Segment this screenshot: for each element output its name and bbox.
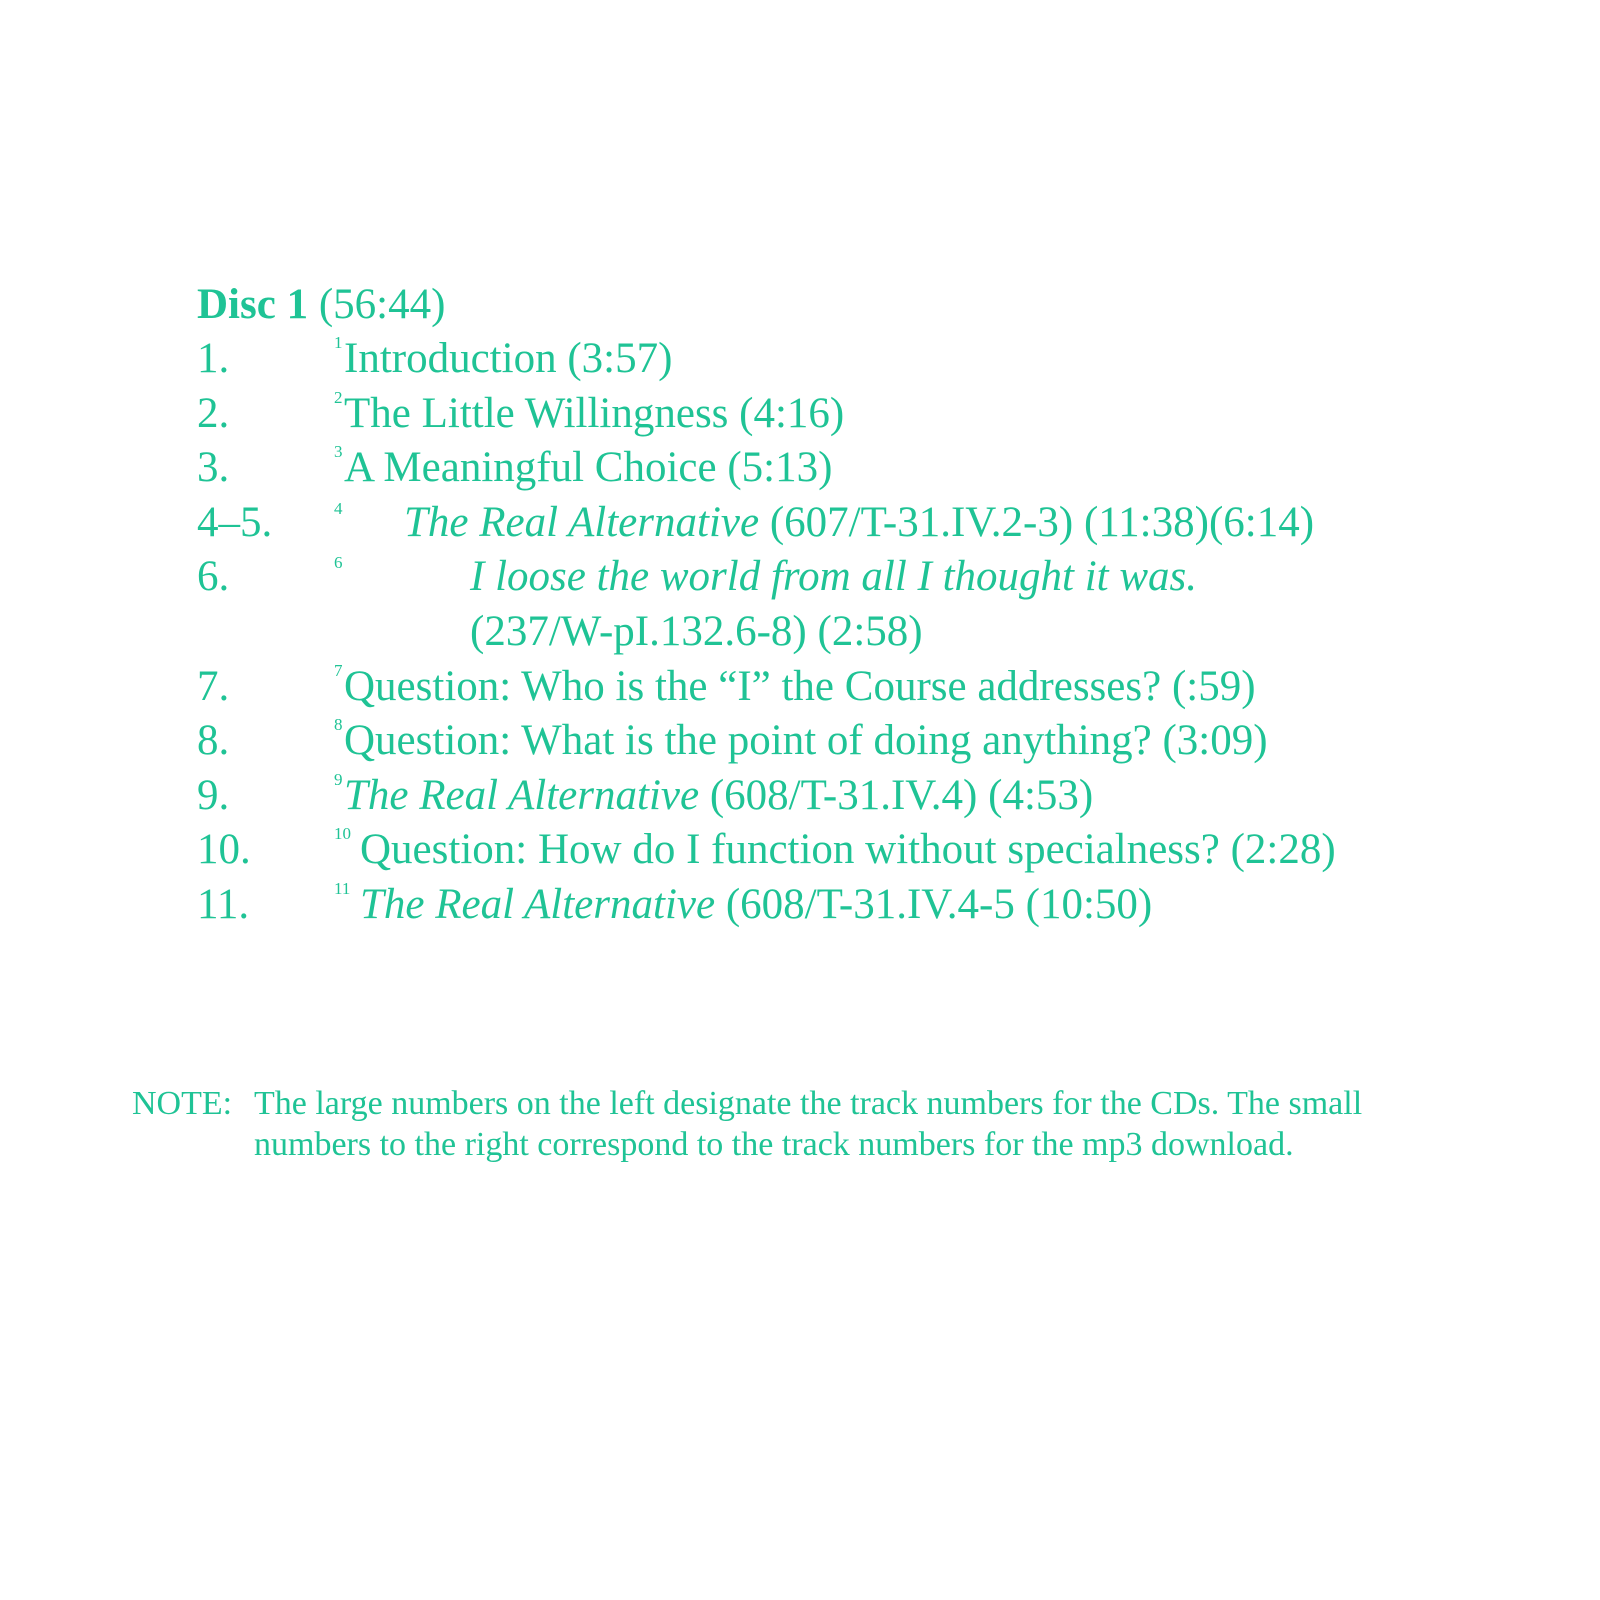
track-title-part: Question: Who is the “I” the Course addresses? (:59) bbox=[344, 662, 1256, 710]
mp3-track-number: 8 bbox=[334, 715, 343, 735]
mp3-track-number: 1 bbox=[334, 333, 343, 352]
cd-track-number: 4–5. bbox=[197, 498, 273, 546]
track-title bbox=[344, 332, 672, 387]
track-title-second-line: (237/W-pI.132.6-8) (2:58) bbox=[470, 607, 923, 655]
track-title-part: Question: What is the point of doing anything? (3:09) bbox=[344, 717, 1268, 765]
track-title-italic: The Real Alternative bbox=[360, 880, 716, 928]
track-title-italic: The Real Alternative bbox=[344, 771, 700, 819]
cd-track-number: 2. bbox=[197, 389, 230, 437]
track-title-part: (608/T-31.IV.4-5 (10:50) bbox=[715, 880, 1153, 928]
track-title-italic: The Real Alternative bbox=[404, 498, 760, 546]
cd-track-number: 3. bbox=[197, 444, 230, 492]
track-row bbox=[197, 441, 1577, 496]
track-title-part: A Meaningful Choice (5:13) bbox=[344, 444, 833, 492]
cd-track-number: 8. bbox=[197, 717, 230, 765]
track-title bbox=[404, 496, 1314, 551]
mp3-track-number: 6 bbox=[334, 553, 343, 573]
cd-track-number: 6. bbox=[197, 553, 230, 601]
track-row bbox=[197, 714, 1577, 769]
track-row bbox=[197, 878, 1577, 933]
mp3-track-number: 4 bbox=[334, 498, 343, 518]
track-row bbox=[197, 769, 1577, 824]
track-title-part: Introduction (3:57) bbox=[344, 335, 673, 382]
disc-header bbox=[197, 278, 1577, 332]
mp3-track-number: 11 bbox=[334, 878, 351, 898]
track-row bbox=[197, 660, 1577, 715]
mp3-track-number: 7 bbox=[334, 660, 343, 680]
track-title bbox=[360, 878, 1152, 933]
mp3-track-number: 10 bbox=[334, 824, 351, 844]
track-row bbox=[197, 496, 1577, 551]
track-row bbox=[197, 332, 1577, 387]
track-title-part: (607/T-31.IV.2-3) (11:38)(6:14) bbox=[759, 498, 1315, 546]
cd-track-number: 9. bbox=[197, 771, 230, 819]
track-list bbox=[197, 278, 1577, 933]
note-label: NOTE: bbox=[132, 1085, 233, 1122]
track-row bbox=[197, 550, 1577, 659]
mp3-track-number: 9 bbox=[334, 769, 343, 789]
track-title bbox=[344, 441, 832, 496]
track-title bbox=[344, 714, 1268, 769]
track-title-part: Question: How do I function without specialness? (2:28) bbox=[360, 826, 1336, 874]
track-title-italic: I loose the world from all I thought it was. bbox=[470, 553, 1198, 601]
cd-track-number: 11. bbox=[197, 880, 250, 928]
note-text bbox=[254, 1083, 1494, 1165]
note-line-1: The large numbers on the left designate the track numbers for the CDs. The small bbox=[254, 1085, 1363, 1122]
disc-duration: (56:44) bbox=[318, 281, 446, 328]
track-title bbox=[360, 823, 1336, 878]
track-row bbox=[197, 823, 1577, 878]
track-row bbox=[197, 387, 1577, 442]
mp3-track-number: 3 bbox=[334, 442, 343, 462]
mp3-track-number: 2 bbox=[334, 387, 343, 407]
track-title bbox=[344, 387, 844, 442]
disc-label: Disc 1 bbox=[197, 281, 309, 328]
cd-track-number: 7. bbox=[197, 662, 230, 710]
track-title bbox=[344, 769, 1093, 824]
note-line-2: numbers to the right correspond to the track numbers for the mp3 download. bbox=[254, 1126, 1294, 1163]
track-title bbox=[344, 660, 1256, 715]
track-title-part: The Little Willingness (4:16) bbox=[344, 389, 845, 437]
track-title-part: (608/T-31.IV.4) (4:53) bbox=[699, 771, 1094, 819]
cd-track-number: 1. bbox=[197, 335, 230, 382]
cd-track-number: 10. bbox=[197, 826, 251, 874]
